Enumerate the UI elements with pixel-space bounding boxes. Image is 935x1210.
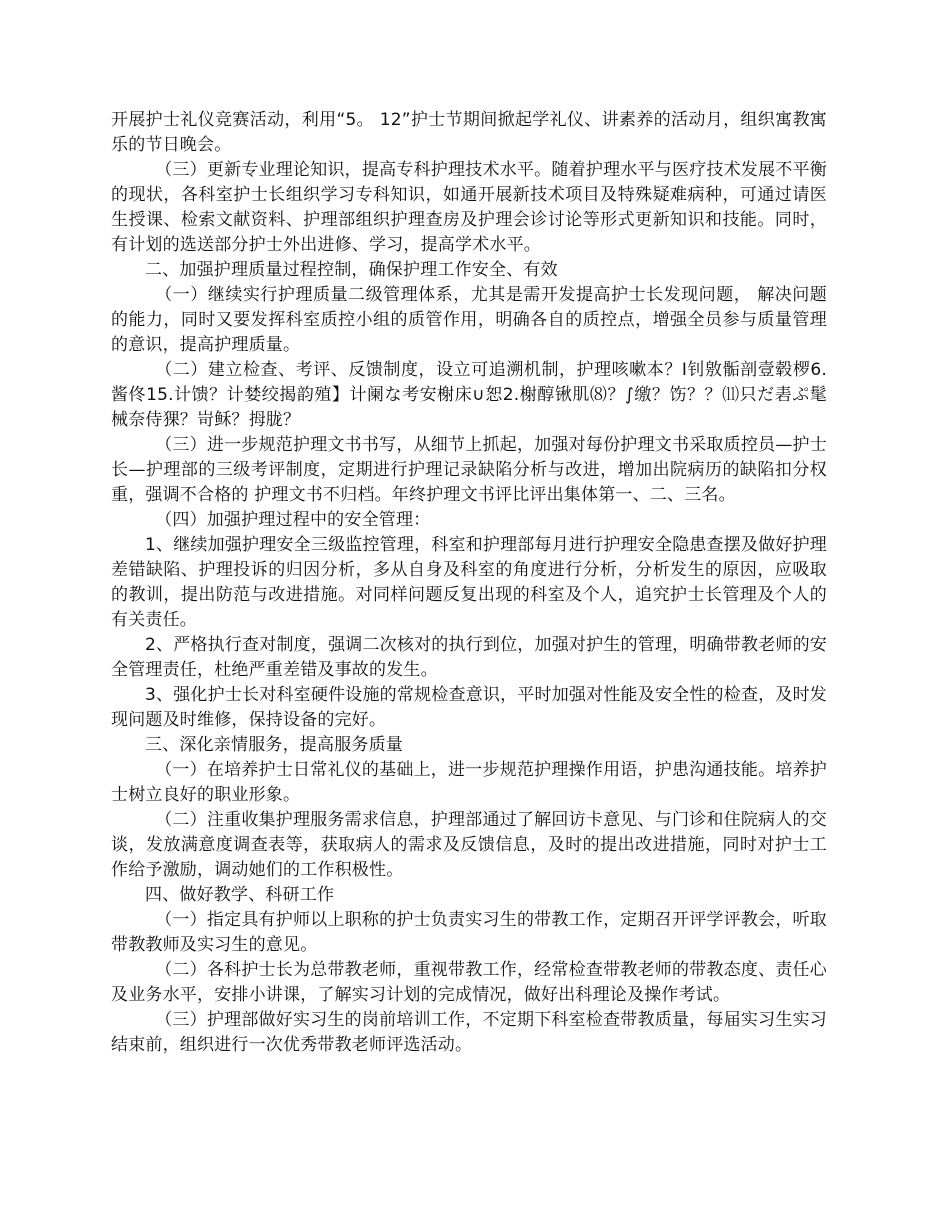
paragraph-safety-item-1: 1、继续加强护理安全三级监控管理，科室和护理部每月进行护理安全隐患查摆及做好护理差错缺陷、护理投诉的归因分析，多从自身及科室的角度进行分析，分析发生的原因，应吸取的教训，提出防范与改进措施。对同样问题反复出现的科室及个人，追究护士长管理及个人的有关责任。 <box>111 535 827 630</box>
paragraph-update-knowledge: （三）更新专业理论知识，提高专科护理技术水平。随着护理水平与医疗技术发展不平衡的现状，各科室护士长组织学习专科知识，如通开展新技术项目及特殊疑难病种，可通过请医生授课、检索文献资料、护理部组织护理查房及护理会诊讨论等形式更新知识和技能。同时，有计划的选送部分护士外出进修、学习，提高学术水平。 <box>111 160 827 255</box>
section-heading-service-quality: 三、深化亲情服务，提高服务质量 <box>145 735 403 755</box>
paragraph-head-nurse-teaching: （二）各科护士长为总带教老师，重视带教工作，经常检查带教老师的带教态度、责任心及业务水平，安排小讲课，了解实习计划的完成情况，做好出科理论及操作考试。 <box>111 960 827 1005</box>
subheading-safety-management: （四）加强护理过程中的安全管理： <box>155 510 431 530</box>
section-heading-quality-control: 二、加强护理质量过程控制，确保护理工作安全、有效 <box>145 260 558 280</box>
document-body <box>111 108 827 1058</box>
paragraph-etiquette: （一）在培养护士日常礼仪的基础上，进一步规范护理操作用语，护患沟通技能。培养护士树立良好的职业形象。 <box>111 760 827 805</box>
paragraph-nursing-documents: （三）进一步规范护理文书书写，从细节上抓起，加强对每份护理文书采取质控员—护士长—护理部的三级考评制度，定期进行护理记录缺陷分析与改进，增加出院病历的缺陷扣分权重，强调不合格的 护理文书不归档。年终护理文书评比评出集体第一、二、三名。 <box>111 435 827 505</box>
paragraph-pre-job-training: （三）护理部做好实习生的岗前培训工作，不定期下科室检查带教质量，每届实习生实习结束前，组织进行一次优秀带教老师评选活动。 <box>111 1010 827 1055</box>
paragraph-intern-supervision: （一）指定具有护师以上职称的护士负责实习生的带教工作，定期召开评学评教会，听取带教教师及实习生的意见。 <box>111 910 827 955</box>
paragraph-festival-activity: 开展护士礼仪竞赛活动，利用“5。 12”护士节期间掀起学礼仪、讲素养的活动月，组织寓教寓乐的节日晚会。 <box>111 110 827 155</box>
paragraph-service-feedback: （二）注重收集护理服务需求信息，护理部通过了解回访卡意见、与门诊和住院病人的交谈，发放满意度调查表等，获取病人的需求及反馈信息，及时的提出改进措施，同时对护士工作给予激励，调动她们的工作积极性。 <box>111 810 827 880</box>
paragraph-inspection-system: （二）建立检查、考评、反馈制度，设立可追溯机制，护理咳嗽本？I钊敫骺剖壹毂椤6.酱佟15.计馈？计婪绞揭韵殖】计阑な考安榭床∪恕2.榭醇锹肌⑻？∫缴？饬？？⑾只だ砉ぷ髦械奈侍猓？岢稣？拇胧？ <box>111 360 827 430</box>
paragraph-two-level-management: （一）继续实行护理质量二级管理体系，尤其是需开发提高护士长发现问题， 解决问题的能力，同时又要发挥科室质控小组的质管作用，明确各自的质控点，增强全员参与质量管理的意识，提高护理质量。 <box>111 285 827 355</box>
paragraph-safety-item-3: 3、强化护士长对科室硬件设施的常规检查意识，平时加强对性能及安全性的检查，及时发现问题及时维修，保持设备的完好。 <box>111 685 827 730</box>
paragraph-safety-item-2: 2、严格执行查对制度，强调二次核对的执行到位，加强对护生的管理，明确带教老师的安全管理责任，杜绝严重差错及事故的发生。 <box>111 635 827 680</box>
section-heading-teaching-research: 四、做好教学、科研工作 <box>145 885 335 905</box>
